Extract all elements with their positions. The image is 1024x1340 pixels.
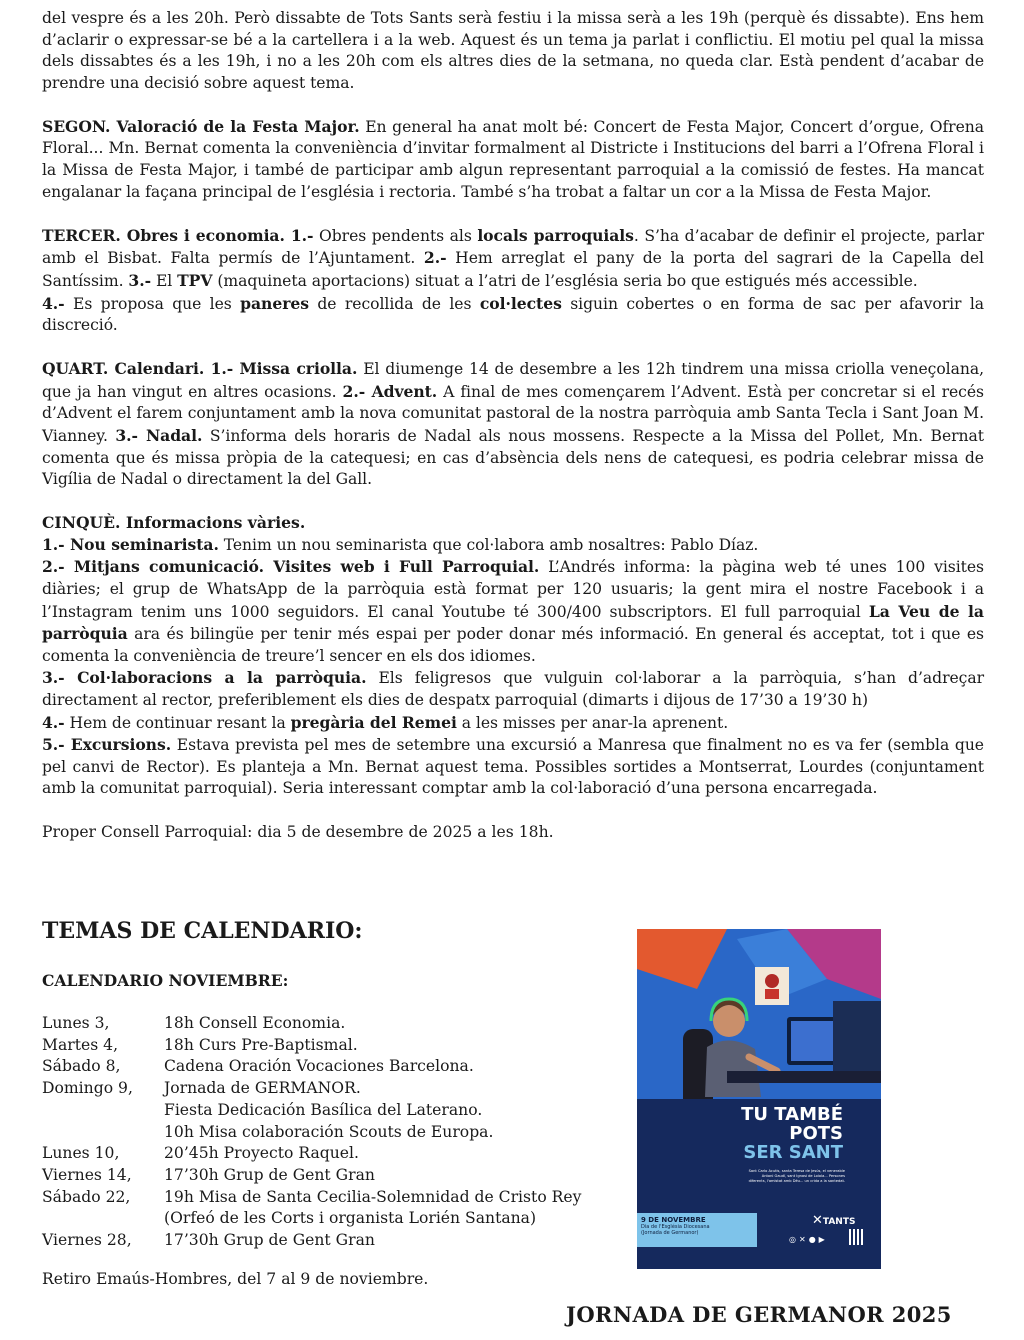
calendar-row: 10h Misa colaboración Scouts de Europa. [164, 1122, 494, 1141]
facebook-icon: ● [808, 1235, 819, 1244]
pc-tower [833, 1001, 881, 1071]
footer-title: JORNADA DE GERMANOR 2025 [566, 1302, 952, 1327]
youtube-icon: ▶ [818, 1235, 828, 1244]
next-meeting-note: Proper Consell Parroquial: dia 5 de desembre de 2025 a les 18h. [42, 822, 554, 841]
calendar-row: (Orfeó de les Corts i organista Lorién Santana) [164, 1209, 537, 1228]
calendar-row: Fiesta Dedicación Basílica del Laterano. [164, 1100, 483, 1119]
calendar-title: TEMAS DE CALENDARIO: [42, 918, 363, 944]
cinque-item-5: 5.- Excursions. Estava prevista pel mes de setembre una excursió a Manresa que finalment no es va fer (sembla que pel canvi de Rector). Es planteja a Mn. Bernat aquest tema. Possibles sortides a Montserrat, Lourdes (conjuntament amb la comunitat parroquial). Seria interessant comptar amb la col·laboració d’una persona encarregada. [42, 735, 984, 798]
quart-paragraph: QUART. Calendari. 1.- Missa criolla. El diumenge 14 de desembre a les 12h tindrem una missa criolla veneçolana, que ja han vingut en altres ocasions. 2.- Advent. A final de mes començarem l’Advent. Està per concretar si el recés d’Advent el farem conjuntament amb la nova comunitat pastoral de la nostra parròquia amb Santa Tecla i Sant Joan M. Vianney. 3.- Nadal. S’informa dels horaris de Nadal als nous mossens. Respecte a la Missa del Pollet, Mn. Bernat comenta que és missa pròpia de la catequesi; en cas d’absència dels nens de catequesi, es podria celebrar missa de Vigília de Nadal o directament la del Gall. [42, 359, 984, 489]
calendar-row: Viernes 14, 17’30h Grup de Gent Gran [42, 1165, 375, 1184]
cinque-item-2: 2.- Mitjans comunicació. Visites web i Full Parroquial. L’Andrés informa: la pàgina web té unes 100 visites diàries; el grup de WhatsApp de la parròquia està format per 120 usuaris; la gent mira el nostre Facebook i a l’Instagram tenim uns 1000 seguidors. El canal Youtube té 300/400 subscriptors. El full parroquial La Veu de la parròquia ara és bilingüe per tenir més espai per poder donar més informació. En general és acceptat, tot i que es comenta la conveniència de treure’l sencer en els dos idiomes. [42, 557, 984, 665]
quart-heading: QUART. Calendari. 1.- Missa criolla. [42, 359, 358, 379]
desk [727, 1071, 881, 1083]
segon-text: En general ha anat molt bé: Concert de Festa Major, Concert d’orgue, Ofrena Floral... Mn. Bernat comenta la conveniència d’invitar formalment al Districte i Institucions del barri a l’Ofrena Floral i la Missa de Festa Major, i també de participar amb algun representant parroquial a la comissió de festes. Ha mancat engalanar la façana principal de l’església i rectoria. També s’ha trobat a faltar un cor a la Missa de Festa Major. [42, 117, 984, 201]
calendar-row: Lunes 3, 18h Consell Economia. [42, 1014, 346, 1032]
poster-brand: ✕TANTS [812, 1213, 856, 1228]
tercer-paragraph: TERCER. Obres i economia. 1.- Obres pendents als locals parroquials. S’ha d’acabar de definir el projecte, parlar amb el Bisbat. Falta permís de l’Ajuntament. 2.- Hem arreglat el pany de la porta del sagrari de la Capella del Santíssim. 3.- El TPV (maquineta aportacions) situat a l’atri de l’església seria bo que estigués més accessible. 4.- Es proposa que les paneres de recollida de les col·lectes siguin cobertes o en forma de sac per afavorir la discreció. [42, 225, 985, 335]
calendar-row: Martes 4, 18h Curs Pre-Baptismal. [42, 1035, 358, 1054]
x-icon: ✕ [798, 1235, 809, 1244]
retreat-note: Retiro Emaús-Hombres, del 7 al 9 de noviembre. [42, 1270, 429, 1288]
poster-headline: TU TAMBÉ POTS SER SANT [741, 1104, 843, 1163]
poster-blurb: Sant Carlo Acutis, santa Teresa de Jesús, el venerable Antoni Gaudí, sant Ignasi de Loiola... Persones diferents, l'amistat amb Déu... un crida a la santedat. [748, 1169, 845, 1183]
calendar-row: Lunes 10, 20’45h Proyecto Raquel. [42, 1144, 359, 1163]
qr-code-icon [849, 1229, 865, 1245]
segon-paragraph [42, 116, 984, 203]
segon-heading: SEGON. Valoració de la Festa Major. [42, 116, 360, 136]
x-logo-icon: ✕ [812, 1213, 823, 1228]
calendar-row: Sábado 8, Cadena Oración Vocaciones Barcelona. [42, 1057, 474, 1076]
instagram-icon: ◎ [789, 1235, 799, 1244]
cinque-heading: CINQUÈ. Informacions vàries. [42, 513, 306, 533]
cinque-item-1: 1.- Nou seminarista. Tenim un nou seminarista que col·labora amb nosaltres: Pablo Díaz. [42, 534, 759, 554]
cinque-section [42, 512, 984, 800]
tercer-heading: TERCER. Obres i economia. 1.- [42, 225, 314, 245]
calendar-subtitle: CALENDARIO NOVIEMBRE: [42, 971, 289, 990]
germanor-poster [637, 929, 881, 1269]
social-icons [789, 1235, 828, 1244]
calendar-row: Sábado 22, 19h Misa de Santa Cecilia-Solemnidad de Cristo Rey [42, 1187, 582, 1206]
calendar-row: Viernes 28, 17’30h Grup de Gent Gran [42, 1231, 375, 1250]
cinque-item-3: 3.- Col·laboracions a la parròquia. Els feligresos que vulguin col·laborar a la parròquia, s’han d’adreçar directament al rector, preferiblement els dies de despatx parroquial (dimarts i dijous de 17’30 a 19’30 h) [42, 668, 984, 710]
document-body [42, 8, 984, 843]
calendar-list [42, 1013, 622, 1252]
poster-date-box: 9 DE NOVEMBRE Dia de l'Església Diocesana (Jornada de Germanor) [637, 1213, 757, 1247]
intro-paragraph: del vespre és a les 20h. Però dissabte de Tots Sants serà festiu i la missa serà a les 19h (perquè és dissabte). Ens hem d’aclarir o expressar-se bé a la cartellera i a la web. Aquest és un tema ja parlat i conflictiu. El motiu pel qual la missa dels dissabtes és a les 19h, i no a les 20h com els altres dies de la setmana, no queda clar. Està pendent d’acabar de prendre una decisió sobre aquest tema. [42, 9, 984, 92]
cinque-item-4: 4.- Hem de continuar resant la pregària del Remei a les misses per anar-la aprenent. [42, 712, 729, 732]
person-shirt [705, 1040, 761, 1097]
calendar-row: Domingo 9, Jornada de GERMANOR. [42, 1079, 361, 1098]
